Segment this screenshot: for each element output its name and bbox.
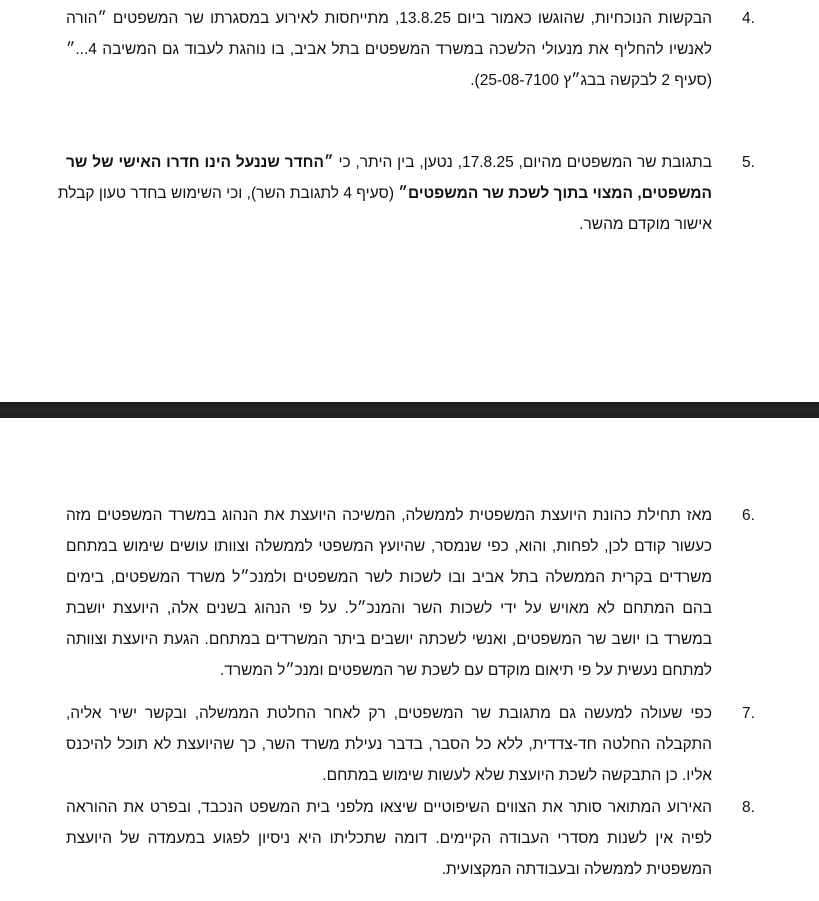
paragraph-line: למתחם נעשית על פי תיאום מוקדם עם לשכת שר המשפטים ומנכ״ל המשרד. — [219, 662, 712, 679]
paragraph-line: מאז תחילת כהונת היועצת המשפטית לממשלה, המשיכה היועצת את הנהוג במשרד המשפטים מזה — [66, 507, 712, 524]
paragraph-8 — [66, 792, 712, 885]
paragraph-line: משרדים בקרית הממשלה בתל אביב ובו לשכות לשר המשפטים ולמנכ״ל משרד המשפטים, בימים — [66, 569, 712, 586]
paragraph-line: כעשור קודם לכן, לפחות, והוא, כפי שנמסר, שהיועץ המשפטי לממשלה וצוותו עושים שימוש במתחם — [66, 538, 712, 555]
paragraph-number: 4. — [742, 10, 755, 27]
paragraph-line: לפיה אין לשנות מסדרי העבודה הקיימים. דומה שתכליתו היא ניסיון לפגוע במעמדה של היועצת — [66, 830, 712, 847]
paragraph-line: במשרד בו יושב שר המשפטים, ואנשי לשכתה יושבים ביתר המשרדים במתחם. הגעת היועצת וצוותה — [66, 631, 712, 648]
paragraph-4 — [66, 3, 712, 96]
paragraph-5 — [57, 147, 712, 240]
text: (סעיף 4 לתגובת השר), וכי השימוש בחדר טעון קבלת — [57, 185, 399, 202]
text: בתגובת שר המשפטים מהיום, 17.8.25, נטען, בין היתר, כי — [333, 154, 712, 171]
paragraph-number: 8. — [742, 799, 755, 816]
paragraph-line: (סעיף 2 לבקשה בבג״ץ 25-08-7100). — [470, 72, 712, 89]
paragraph-7 — [66, 698, 712, 791]
paragraph-number: 7. — [742, 705, 755, 722]
paragraph-6 — [66, 500, 712, 686]
paragraph-line: התקבלה החלטה חד-צדדית, ללא כל הסבר, בדבר נעילת משרד השר, כך שהיועצת לא תוכל להיכנס — [66, 736, 712, 753]
paragraph-line: כפי שעולה למעשה גם מתגובת שר המשפטים, רק לאחר החלטת הממשלה, ובקשר ישיר אליה, — [66, 705, 712, 722]
paragraph-line: לאנשיו להחליף את מנעולי הלשכה במשרד המשפטים בתל אביב, בו נוהגת לעבוד גם המשיבה 4...״ — [66, 41, 712, 58]
paragraph-line: המשפטית לממשלה ובעבודתה המקצועית. — [441, 861, 712, 878]
paragraph-line: האירוע המתואר סותר את הצווים השיפוטיים שיצאו מלפני בית המשפט הנכבד, ובפרט את ההוראה — [66, 799, 712, 816]
quoted-text-bold: ״החדר שננעל הינו חדרו האישי של שר — [66, 154, 334, 171]
paragraph-line — [66, 147, 712, 178]
paragraph-line: אישור מוקדם מהשר. — [579, 216, 712, 233]
paragraph-line: בהם המתחם לא מאויש על ידי לשכות השר והמנכ״ל. על פי הנהוג בשנים אלה, היועצת יושבת — [66, 600, 712, 617]
page-break-divider — [0, 402, 819, 418]
paragraph-number: 6. — [742, 507, 755, 524]
paragraph-line: הבקשות הנוכחיות, שהוגשו כאמור ביום 13.8.25, מתייחסות לאירוע במסגרתו שר המשפטים ״הורה — [66, 10, 712, 27]
paragraph-number: 5. — [742, 154, 755, 171]
quoted-text-bold: המשפטים, המצוי בתוך לשכת שר המשפטים״ — [398, 185, 712, 202]
paragraph-line: אליו. כן התבקשה לשכת היועצת שלא לעשות שימוש במתחם. — [322, 767, 712, 784]
paragraph-line — [57, 178, 712, 209]
